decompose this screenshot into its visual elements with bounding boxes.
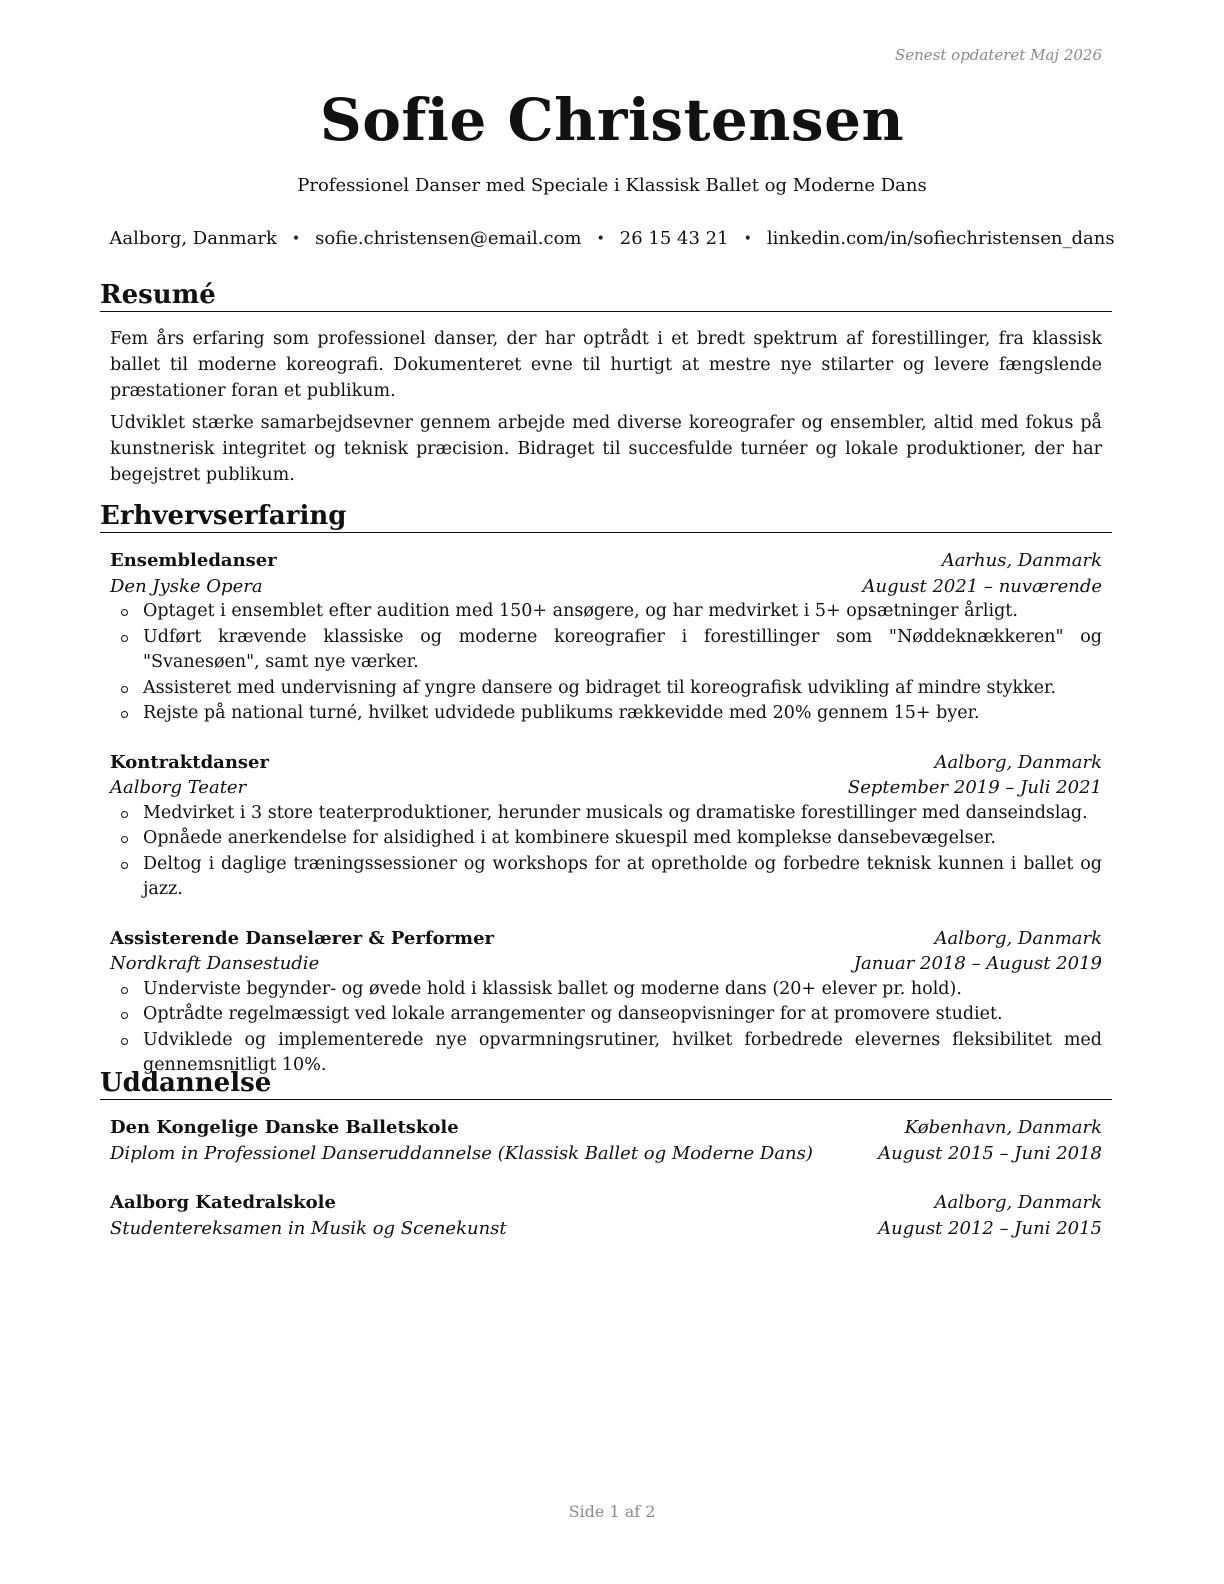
job-organization: Nordkraft Dansestudie bbox=[110, 953, 320, 974]
list-item: Optrådte regelmæssigt ved lokale arrangementer og danseopvisninger for at promovere studiet. bbox=[110, 1002, 1102, 1028]
job-entry bbox=[110, 750, 1102, 903]
job-role: Ensembledanser bbox=[110, 550, 277, 571]
contact-phone: 26 15 43 21 bbox=[619, 228, 729, 249]
job-location: Aalborg, Danmark bbox=[934, 751, 1102, 773]
bullet-separator: • bbox=[596, 231, 605, 247]
job-entry bbox=[110, 548, 1102, 727]
page-number: Side 1 af 2 bbox=[568, 1502, 656, 1521]
list-item: Udviklede og implementerede nye opvarmningsrutiner, hvilket forbedrede elevernes fleksibilitet med gennemsnitligt 10%. bbox=[110, 1028, 1102, 1079]
school-location: Aalborg, Danmark bbox=[934, 1192, 1102, 1213]
job-organization: Den Jyske Opera bbox=[110, 575, 263, 597]
bullet-separator: • bbox=[291, 231, 301, 247]
summary-paragraph: Udviklet stærke samarbejdsevner gennem arbejde med diverse koreografer og ensembler, altid med fokus på kunstnerisk integritet og teknisk præcision. Bidraget til succesfulde turnéer og lokale produktioner, der har begejstret publikum. bbox=[110, 413, 1102, 485]
job-bullets bbox=[110, 977, 1102, 1079]
education-section bbox=[100, 1068, 1112, 1241]
list-item: Assisteret med undervisning af yngre dansere og bidraget til koreografisk udvikling af mindre stykker. bbox=[110, 676, 1102, 702]
experience-section bbox=[100, 501, 1112, 1079]
contact-location: Aalborg, Danmark bbox=[109, 228, 277, 249]
education-dates: August 2015 – Juni 2018 bbox=[878, 1142, 1102, 1164]
education-entry bbox=[110, 1190, 1102, 1241]
last-updated: Senest opdateret Maj 2026 bbox=[894, 46, 1102, 64]
list-item: Medvirket i 3 store teaterproduktioner, herunder musicals og dramatiske forestillinger med danseindslag. bbox=[110, 801, 1102, 827]
education-dates: August 2012 – Juni 2015 bbox=[878, 1217, 1102, 1239]
job-location: Aalborg, Danmark bbox=[934, 927, 1102, 949]
summary-section bbox=[100, 280, 1112, 488]
list-item: Deltog i daglige træningssessioner og workshops for at opretholde og forbedre teknisk kunnen i ballet og jazz. bbox=[110, 852, 1102, 903]
job-bullets bbox=[110, 599, 1102, 727]
job-location: Aarhus, Danmark bbox=[941, 550, 1102, 571]
job-organization: Aalborg Teater bbox=[110, 777, 247, 798]
list-item: Underviste begynder- og øvede hold i klassisk ballet og moderne dans (20+ elever pr. hold). bbox=[110, 977, 1102, 1003]
degree: Studentereksamen in Musik og Scenekunst bbox=[110, 1217, 507, 1239]
list-item: Optaget i ensemblet efter audition med 150+ ansøgere, og har medvirket i 5+ opsætninger årligt. bbox=[110, 599, 1102, 625]
school-name: Aalborg Katedralskole bbox=[110, 1192, 336, 1213]
degree: Diplom in Professionel Danseruddannelse (Klassisk Ballet og Moderne Dans) bbox=[110, 1142, 813, 1164]
bullet-separator: • bbox=[743, 231, 752, 247]
list-item: Opnåede anerkendelse for alsidighed i at kombinere skuespil med komplekse dansebevægelser. bbox=[110, 826, 1102, 852]
education-entry bbox=[110, 1115, 1102, 1166]
section-title: Erhvervserfaring bbox=[100, 501, 1112, 533]
job-bullets bbox=[110, 801, 1102, 903]
job-dates: Januar 2018 – August 2019 bbox=[853, 953, 1102, 974]
school-location: København, Danmark bbox=[904, 1117, 1102, 1138]
tagline: Professionel Danser med Speciale i Klassisk Ballet og Moderne Dans bbox=[297, 175, 927, 196]
job-dates: August 2021 – nuværende bbox=[862, 575, 1102, 597]
list-item: Udført krævende klassiske og moderne koreografier i forestillinger som "Nøddeknækkeren" og "Svanesøen", samt nye værker. bbox=[110, 625, 1102, 676]
contact-line bbox=[0, 228, 1224, 249]
list-item: Rejste på national turné, hvilket udvidede publikums rækkevidde med 20% gennem 15+ byer. bbox=[110, 701, 1102, 727]
contact-linkedin[interactable]: linkedin.com/in/sofiechristensen_dans bbox=[766, 228, 1115, 249]
summary-paragraph: Fem års erfaring som professionel danser, der har optrådt i et bredt spektrum af forestillinger, fra klassisk ballet til moderne koreografi. Dokumenteret evne til hurtigt at mestre nye stilarter og levere fængslende præstationer foran et publikum. bbox=[110, 329, 1102, 401]
section-title: Uddannelse bbox=[100, 1068, 1112, 1100]
job-role: Kontraktdanser bbox=[110, 751, 269, 773]
job-entry bbox=[110, 926, 1102, 1079]
job-role: Assisterende Danselærer & Performer bbox=[110, 927, 495, 949]
candidate-name: Sofie Christensen bbox=[319, 86, 905, 154]
section-title: Resumé bbox=[100, 280, 1112, 312]
school-name: Den Kongelige Danske Balletskole bbox=[110, 1117, 459, 1138]
job-dates: September 2019 – Juli 2021 bbox=[847, 777, 1102, 798]
contact-email[interactable]: sofie.christensen@email.com bbox=[315, 228, 582, 249]
